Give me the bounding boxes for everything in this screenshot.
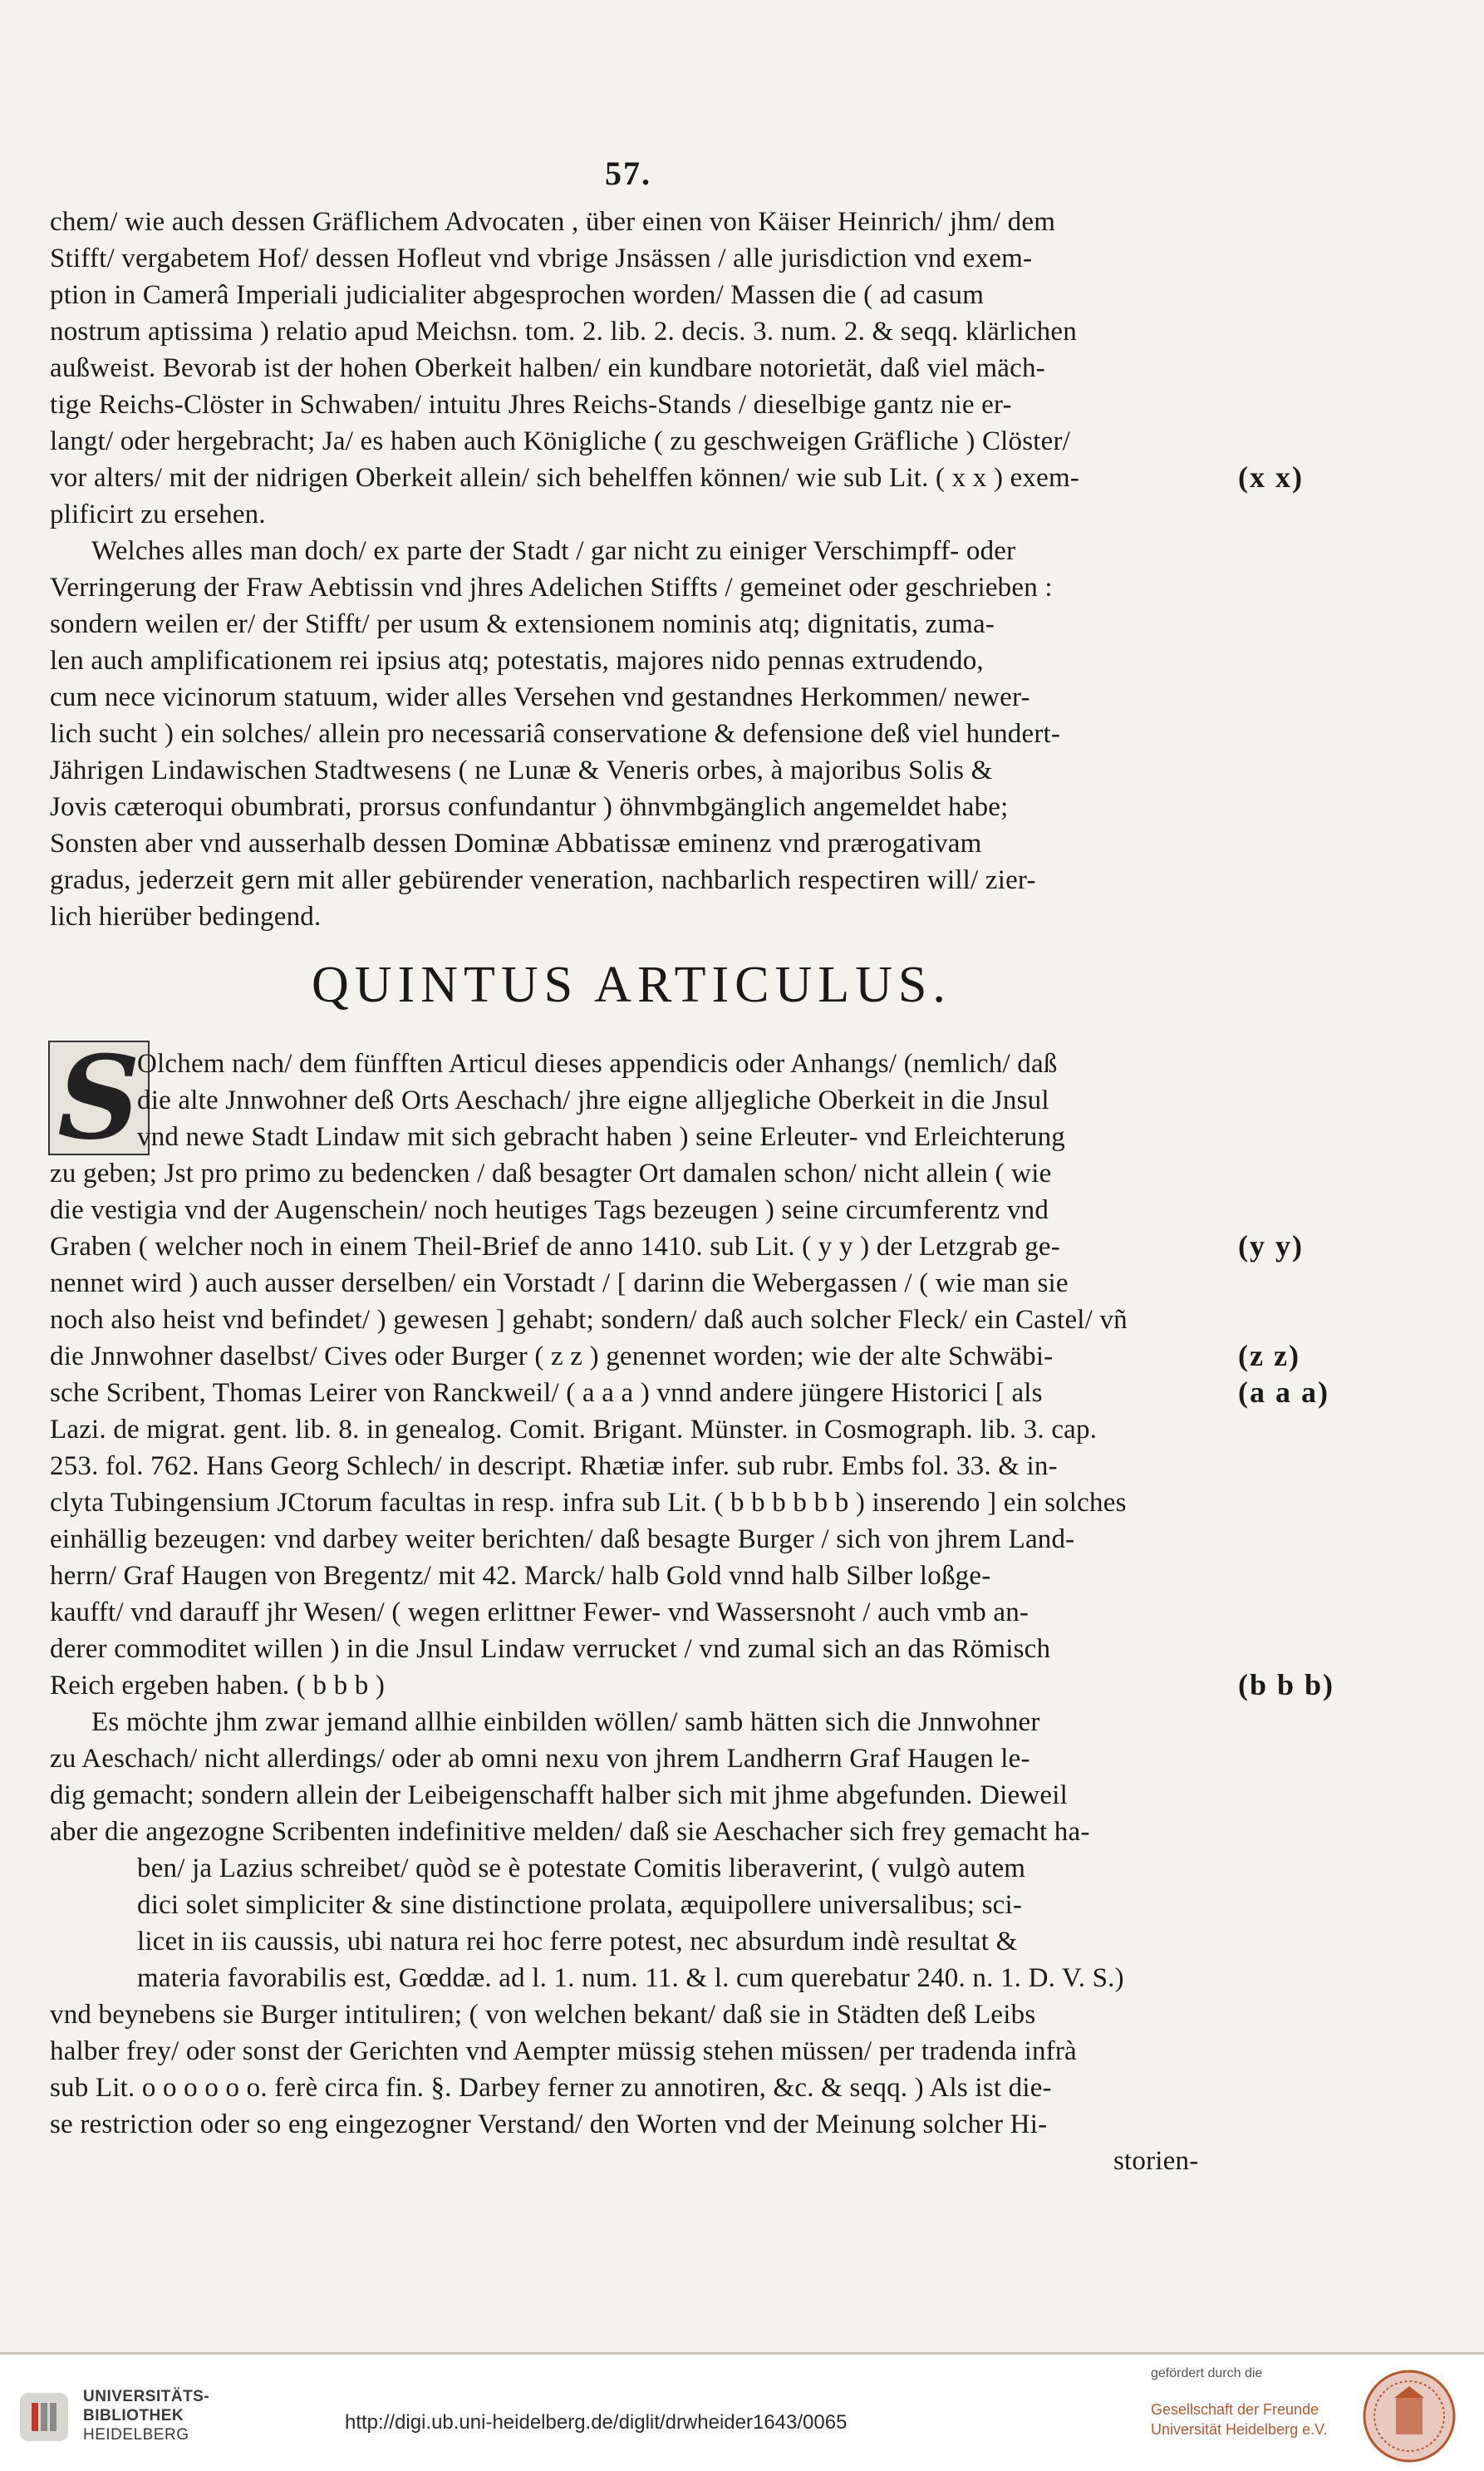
funding-label: gefördert durch die [1151,2366,1263,2380]
text-line: ption in Camerâ Imperiali judicialiter abgesprochen worden/ Massen die ( ad casum [50,280,985,310]
text-line: vnd newe Stadt Lindaw mit sich gebracht haben ) seine Erleuter- vnd Erleichterung [137,1122,1065,1152]
text-line: se restriction oder so eng eingezogner Verstand/ den Worten vnd der Meinung solcher Hi- [50,2109,1048,2139]
text-line: Graben ( welcher noch in einem Theil-Brief de anno 1410. sub Lit. ( y y ) der Letzgrab ge- [50,1232,1060,1262]
text-line: nennet wird ) auch ausser derselben/ ein Vorstadt / [ darinn die Webergassen / ( wie man sie [50,1268,1069,1298]
text-line: sche Scribent, Thomas Leirer von Ranckweil/ ( a a a ) vnnd andere jüngere Historici [ als [50,1378,1043,1408]
page-number: 57. [605,155,651,192]
library-name-line-2: BIBLIOTHEK [83,2407,184,2424]
library-name-line-3: HEIDELBERG [83,2426,189,2444]
text-line: einhällig bezeugen: vnd darbey weiter berichten/ daß besagte Burger / sich von jhrem Land- [50,1524,1075,1554]
text-line: die alte Jnnwohner deß Orts Aeschach/ jhre eigne alljegliche Oberkeit in die Jnsul [137,1085,1049,1115]
text-line: Stifft/ vergabetem Hof/ dessen Hofleut vnd vbrige Jnsässen / alle jurisdiction vnd exem- [50,244,1033,273]
text-line: lich sucht ) ein solches/ allein pro necessariâ conservatione & defensione deß viel hundert- [50,719,1061,749]
text-line: Lazi. de migrat. gent. lib. 8. in genealog. Comit. Brigant. Münster. in Cosmograph. lib. 3. cap. [50,1415,1098,1445]
catchword: storien- [1113,2146,1199,2176]
text-line: noch also heist vnd befindet/ ) gewesen ] gehabt; sondern/ daß auch solcher Fleck/ ein Castel/ vñ [50,1305,1128,1335]
text-line: licet in iis caussis, ubi natura rei hoc ferre potest, nec absurdum indè resultat & [137,1927,1018,1957]
text-line: Olchem nach/ dem fünfften Articul dieses appendicis oder Anhangs/ (nemlich/ daß [137,1049,1058,1079]
text-line: aber die angezogne Scribenten indefinitive melden/ daß sie Aeschacher sich frey gemacht ha- [50,1817,1090,1847]
text-line: ben/ ja Lazius schreibet/ quòd se è potestate Comitis liberaverint, ( vulgò autem [137,1853,1026,1883]
text-line: plificirt zu ersehen. [50,500,266,529]
text-line: dici solet simpliciter & sine distinctione prolata, æquipollere universalibus; sci- [137,1890,1023,1920]
text-line: nostrum aptissima ) relatio apud Meichsn. tom. 2. lib. 2. decis. 3. num. 2. & seqq. klärlichen [50,317,1077,347]
text-line: Reich ergeben haben. ( b b b ) [50,1671,386,1701]
text-line: Es möchte jhm zwar jemand allhie einbilden wöllen/ samb hätten sich die Jnnwohner [91,1707,1040,1737]
text-line: zu Aeschach/ nicht allerdings/ oder ab omni nexu von jhrem Landherrn Graf Haugen le- [50,1744,1030,1774]
text-line: len auch amplificationem rei ipsius atq; potestatis, majores nido pennas extrudendo, [50,646,984,676]
text-line: langt/ oder hergebracht; Ja/ es haben auch Königliche ( zu geschweigen Gräfliche ) Clöster/ [50,426,1071,456]
text-line: materia favorabilis est, Gœddæ. ad l. 1. num. 11. & l. cum querebatur 240. n. 1. D. V. S.) [137,1963,1124,1993]
university-library-logo-icon [15,2388,73,2446]
text-line: vnd beynebens sie Burger intituliren; ( von welchen bekant/ daß sie in Städten deß Leibs [50,2000,1036,2030]
text-line: Sonsten aber vnd ausserhalb dessen Dominæ Abbatissæ eminenz vnd prærogativam [50,829,982,859]
text-line: Jovis cæteroqui obumbrati, prorsus confundantur ) öhnvmbgänglich angemeldet habe; [50,792,1009,822]
text-line: die Jnnwohner daselbst/ Cives oder Burger ( z z ) genennet worden; wie der alte Schwäbi- [50,1341,1054,1371]
text-line: dig gemacht; sondern allein der Leibeigenschafft halber sich mit jhme abgefunden. Dieweil [50,1780,1068,1810]
text-line: cum nece vicinorum statuum, wider alles Versehen vnd gestandnes Herkommen/ newer- [50,682,1030,712]
permalink-url[interactable]: http://digi.ub.uni-heidelberg.de/diglit/drwheider1643/0065 [345,2411,848,2434]
text-line: lich hierüber bedingend. [50,902,322,932]
university-seal-icon [1363,2370,1456,2463]
decorated-initial: S [48,1041,150,1155]
margin-note: (a a a) [1238,1376,1329,1409]
text-line: zu geben; Jst pro primo zu bedencken / daß besagter Ort damalen schon/ nicht allein ( wie [50,1159,1052,1189]
text-line: gradus, jederzeit gern mit aller gebürender veneration, nachbarlich respectiren will/ zier- [50,865,1036,895]
text-line: sub Lit. o o o o o o. ferè circa fin. §. Darbey ferner zu annotiren, &c. & seqq. ) Als ist die- [50,2073,1052,2103]
margin-note: (z z) [1238,1339,1300,1372]
text-line: sondern weilen er/ der Stifft/ per usum & extensionem nominis atq; dignitatis, zuma- [50,609,995,639]
margin-note: (b b b) [1238,1668,1335,1701]
text-line: halber frey/ oder sonst der Gerichten vnd Aempter müssig stehen müssen/ per tradenda infrà [50,2036,1077,2066]
text-line: tige Reichs-Clöster in Schwaben/ intuitu Jhres Reichs-Stands / dieselbige gantz nie er- [50,390,1012,420]
footer [0,2352,1484,2471]
text-line: kaufft/ vnd darauff jhr Wesen/ ( wegen erlittner Fewer- vnd Wassersnoht / auch vmb an- [50,1597,1029,1627]
text-line: derer commoditet willen ) in die Jnsul Lindaw verrucket / vnd zumal sich an das Römisch [50,1634,1051,1664]
text-line: die vestigia vnd der Augenschein/ noch heutiges Tags bezeugen ) seine circumferentz vnd [50,1195,1049,1225]
text-line: Jährigen Lindawischen Stadtwesens ( ne Lunæ & Veneris orbes, à majoribus Solis & [50,756,993,785]
text-line: chem/ wie auch dessen Gräflichem Advocaten , über einen von Käiser Heinrich/ jhm/ dem [50,207,1056,237]
text-line: 253. fol. 762. Hans Georg Schlech/ in descript. Rhætiæ infer. sub rubr. Embs fol. 33. & in- [50,1451,1058,1481]
section-heading: QUINTUS ARTICULUS. [312,957,951,1013]
text-line: außweist. Bevorab ist der hohen Oberkeit halben/ ein kundbare notorietät, daß viel mäch- [50,353,1045,383]
society-name-line-2: Universität Heidelberg e.V. [1151,2421,1328,2438]
library-name-line-1: UNIVERSITÄTS- [83,2388,210,2405]
text-line: vor alters/ mit der nidrigen Oberkeit allein/ sich behelffen können/ wie sub Lit. ( x x ) exem- [50,463,1080,493]
margin-note: (y y) [1238,1229,1304,1263]
text-line: herrn/ Graf Haugen von Bregentz/ mit 42. Marck/ halb Gold vnnd halb Silber loßge- [50,1561,991,1591]
text-line: Welches alles man doch/ ex parte der Stadt / gar nicht zu einiger Verschimpff- oder [91,536,1016,566]
text-line: Verringerung der Fraw Aebtissin vnd jhres Adelichen Stiffts / gemeinet oder geschrieben : [50,573,1053,603]
margin-note: (x x) [1238,460,1304,494]
text-line: clyta Tubingensium JCtorum facultas in resp. infra sub Lit. ( b b b b b b ) inserendo ] ein solches [50,1488,1127,1518]
society-name-line-1: Gesellschaft der Freunde [1151,2401,1319,2418]
